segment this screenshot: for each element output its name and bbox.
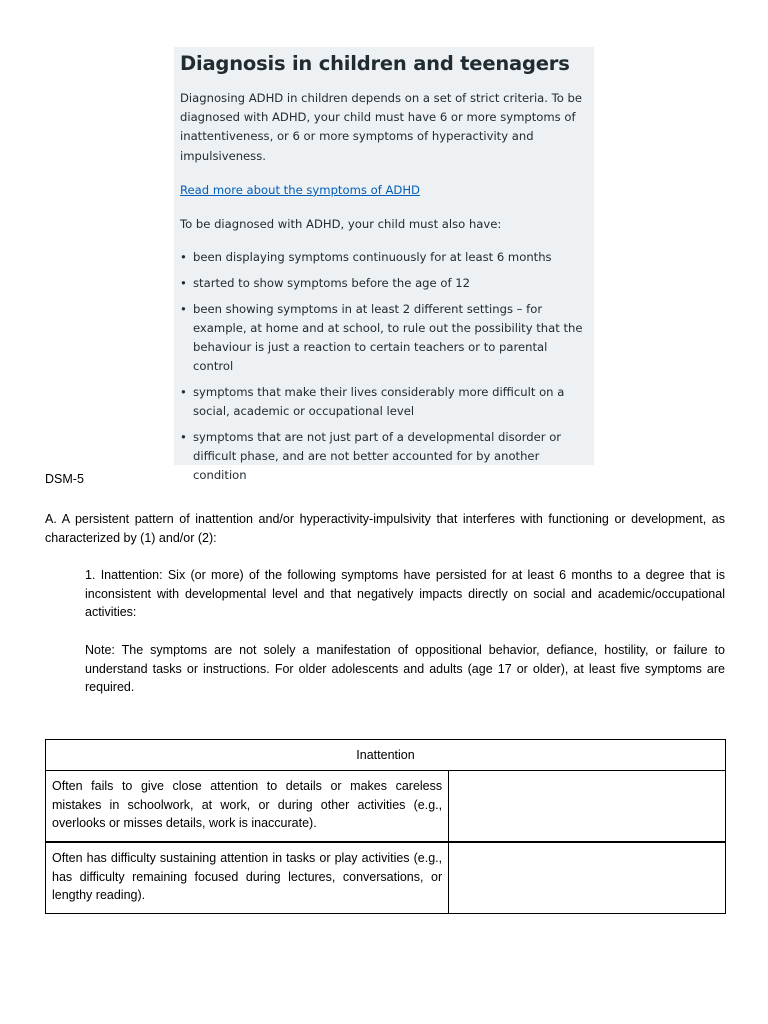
response-cell[interactable]: [449, 842, 726, 914]
card-title: Diagnosis in children and teenagers: [180, 52, 570, 75]
inattention-paragraph: 1. Inattention: Six (or more) of the following symptoms have persisted for at least 6 months to a degree that is inconsistent with developmental level and that negatively impacts directly on social and academic/occupational activities:: [85, 568, 725, 619]
response-cell[interactable]: [449, 771, 726, 843]
note-paragraph: Note: The symptoms are not solely a manifestation of oppositional behavior, defiance, hostility, or failure to understand tasks or instructions. For older adolescents and adults (age 17 or older), at least five symptoms are required.: [85, 643, 725, 694]
card-intro: Diagnosing ADHD in children depends on a set of strict criteria. To be diagnosed with ADHD, your child must have 6 or more symptoms of inattentiveness, or 6 or more symptoms of hyperactivity and impulsiveness.: [180, 91, 583, 163]
list-item: • started to show symptoms before the age of 12: [180, 274, 588, 293]
list-item: • symptoms that make their lives considerably more difficult on a social, academic or occupational level: [180, 383, 588, 421]
table-row: [46, 842, 726, 914]
list-item: • been displaying symptoms continuously for at least 6 months: [180, 248, 588, 267]
criteria-list: [180, 248, 588, 485]
symptom-description-cell: Often has difficulty sustaining attention in tasks or play activities (e.g., has difficulty remaining focused during lectures, conversations, or lengthy reading).: [46, 842, 449, 914]
inattention-table: [45, 739, 726, 914]
nhs-diagnosis-card: [174, 47, 594, 482]
symptom-description-cell: Often fails to give close attention to details or makes careless mistakes in schoolwork, at work, or during other activities (e.g., overlooks or misses details, work is inaccurate).: [46, 771, 449, 843]
symptoms-link[interactable]: Read more about the symptoms of ADHD: [180, 182, 420, 197]
criterion-a-paragraph: A. A persistent pattern of inattention and/or hyperactivity-impulsivity that interferes with functioning or development, as characterized by (1) and/or (2):: [45, 512, 725, 545]
list-item: • symptoms that are not just part of a developmental disorder or difficult phase, and are not better accounted for by another condition: [180, 428, 588, 485]
list-item: • been showing symptoms in at least 2 different settings – for example, at home and at school, to rule out the possibility that the behaviour is just a reaction to certain teachers or to parental control: [180, 300, 588, 376]
dsm-label: DSM-5: [45, 472, 84, 486]
table-row: [46, 771, 726, 843]
card-lead: To be diagnosed with ADHD, your child must also have:: [180, 216, 502, 231]
table-header: Inattention: [46, 740, 726, 771]
